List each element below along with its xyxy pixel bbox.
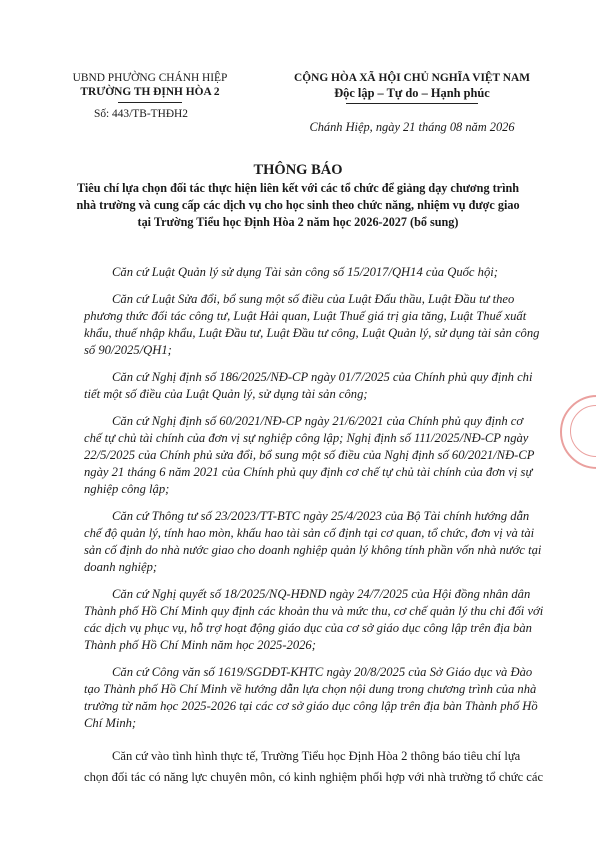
basis-line: Căn cứ Luật Sửa đổi, bổ sung một số điều của Luật Đấu thầu, Luật Đầu tư theo — [112, 292, 515, 306]
nation-title: CỘNG HÒA XÃ HỘI CHỦ NGHĨA VIỆT NAM — [294, 72, 530, 84]
basis-line: số 90/2025/QH1; — [84, 343, 172, 357]
basis-line: tiết một số điều của Luật Quản lý, sử dụng tài sản công; — [84, 387, 368, 401]
org-line-2: TRƯỜNG TH ĐỊNH HÒA 2 — [80, 86, 220, 98]
basis-line: sản cố định do nhà nước giao cho doanh nghiệp quản lý không tính phần vốn nhà nước tại — [84, 543, 542, 557]
basis-line: ngày 21 tháng 6 năm 2021 của Chính phủ quy định cơ chế tự chủ tài chính của đơn vị sự — [84, 465, 533, 479]
basis-line: Chí Minh; — [84, 716, 137, 730]
basis-line: Căn cứ Công văn số 1619/SGDĐT-KHTC ngày 20/8/2025 của Sở Giáo dục và Đào — [112, 665, 533, 679]
basis-line: trường từ năm học 2025-2026 tại các cơ sở giáo dục công lập trên địa bàn Thành phố Hồ — [84, 699, 538, 713]
basis-line: phương thức đối tác công tư, Luật Hải quan, Luật Thuế giá trị gia tăng, Luật Thuế xuất — [84, 309, 527, 323]
date-line: Chánh Hiệp, ngày 21 tháng 08 năm 2026 — [309, 120, 515, 134]
org-underline — [118, 102, 182, 103]
basis-line: chế tự chủ tài chính của đơn vị sự nghiệp công lập; Nghị định số 111/2025/NĐ-CP ngày — [84, 431, 529, 445]
basis-line: Thành phố Hồ Chí Minh quy định các khoản thu và mức thu, cơ chế quản lý thu chi đối với — [84, 604, 544, 618]
basis-line: tạo Thành phố Hồ Chí Minh về hướng dẫn lựa chọn nội dung trong chương trình của nhà — [84, 682, 537, 696]
basis-line: Căn cứ Nghị định số 186/2025/NĐ-CP ngày 01/7/2025 của Chính phủ quy định chi — [112, 370, 533, 384]
basis-line: doanh nghiệp; — [84, 560, 158, 574]
body-line: chọn đối tác có năng lực chuyên môn, có kinh nghiệm phối hợp với nhà trường tổ chức các — [84, 770, 544, 784]
basis-line: khẩu, thuế nhập khẩu, Luật Đầu tư, Luật Đầu tư công, Luật Quản lý, sử dụng tài sản công — [84, 326, 540, 340]
basis-line: 22/5/2025 của Chính phủ sửa đổi, bổ sung một số điều của Nghị định số 60/2021/NĐ-CP — [84, 448, 535, 462]
basis-line: các dịch vụ phục vụ, hỗ trợ hoạt động giáo dục của cơ sở giáo dục công lập trên địa bàn — [84, 621, 532, 635]
basis-line: Căn cứ Thông tư số 23/2023/TT-BTC ngày 25/4/2023 của Bộ Tài chính hướng dẫn — [112, 509, 530, 523]
basis-line: Căn cứ Nghị định số 60/2021/NĐ-CP ngày 21/6/2021 của Chính phủ quy định cơ — [112, 414, 524, 428]
document-number: Số: 443/TB-THĐH2 — [94, 108, 188, 120]
title-sub-line-3: tại Trường Tiểu học Định Hòa 2 năm học 2026-2027 (bổ sung) — [137, 215, 459, 229]
title-sub-line-2: nhà trường và cung cấp các dịch vụ cho học sinh theo chức năng, nhiệm vụ được giao — [76, 198, 520, 212]
motto-underline — [346, 103, 478, 104]
title-sub-line-1: Tiêu chí lựa chọn đối tác thực hiện liên kết với các tổ chức để giảng dạy chương trình — [76, 181, 520, 195]
nation-motto: Độc lập – Tự do – Hạnh phúc — [334, 86, 490, 100]
org-line-1: UBND PHƯỜNG CHÁNH HIỆP — [72, 72, 228, 84]
basis-line: Căn cứ Luật Quản lý sử dụng Tài sản công số 15/2017/QH14 của Quốc hội; — [112, 265, 498, 279]
basis-line: Thành phố Hồ Chí Minh năm học 2025-2026; — [84, 638, 316, 652]
basis-line: Căn cứ Nghị quyết số 18/2025/NQ-HĐND ngày 24/7/2025 của Hội đồng nhân dân — [112, 587, 531, 601]
basis-line: chế độ quản lý, tính hao mòn, khấu hao tài sản cố định tại cơ quan, tổ chức, đơn vị và tài — [84, 526, 535, 540]
body-line: Căn cứ vào tình hình thực tế, Trường Tiểu học Định Hòa 2 thông báo tiêu chí lựa — [112, 749, 521, 763]
basis-line: nghiệp công lập; — [84, 482, 170, 496]
official-seal-partial — [560, 395, 596, 469]
document-title: THÔNG BÁO — [253, 162, 343, 178]
